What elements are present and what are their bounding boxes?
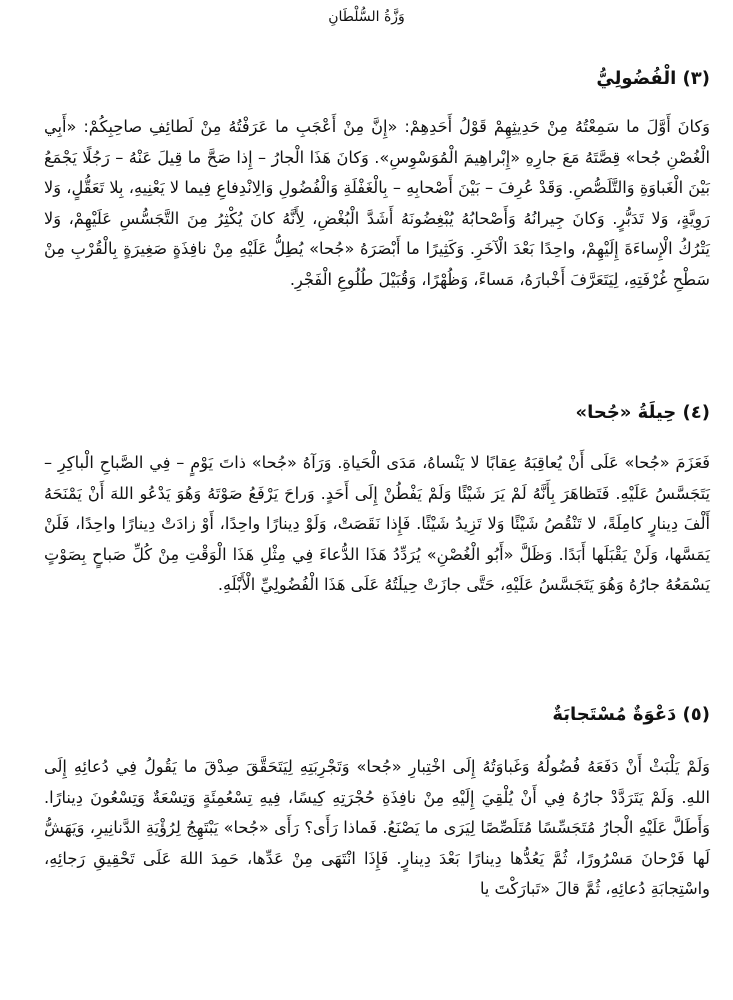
section-paragraph: فَعَزَمَ «جُحا» عَلَى أَنْ يُعاقِبَهُ عِقابًا لا يَنْساهُ، مَدَى الْحَياةِ. وَرَآهُ «جُحا» ذاتَ يَوْمٍ – فِي الصَّباحِ الْباكِرِ – يَتَجَسَّسُ عَلَيْهِ. فَتَظاهَرَ بِأَنَّهُ لَمْ يَرَ شَيْئًا وَلَمْ يَفْطُنْ إِلَى أَحَدٍ. وَراحَ يَرْفَعُ صَوْتَهُ وَهُوَ يَدْعُو اللهَ أَنْ يَمْنَحَهُ أَلْفَ دِينارٍ كامِلَةً، لا تَنْقُصُ شَيْئًا وَلا تَزِيدُ شَيْئًا. فَإِذا نَقَصَتْ، وَلَوْ دِينارًا واحِدًا، أَوْ زادَتْ دِينارًا واحِدًا، فَلَنْ يَمَسَّها، وَلَنْ يَقْبَلَها أَبَدًا. وَظَلَّ «أَبُو الْغُصْنِ» يُرَدِّدُ هَذَا الدُّعاءَ فِي مِثْلِ هَذَا الْوَقْتِ مِنْ كُلِّ صَباحٍ بِصَوْتٍ يَسْمَعُهُ جارُهُ وَهُوَ يَتَجَسَّسُ عَلَيْهِ، حَتَّى جازَتْ حِيلَتُهُ عَلَى هَذَا الْفُضُولِيِّ الْأَبْلَهِ. xyxy=(44,453,710,594)
running-header: وَزَّةُ السُّلْطَانِ xyxy=(328,9,405,25)
section-busybody xyxy=(44,64,710,295)
section-heading: (٣) الْفُضُولِيُّ xyxy=(596,68,710,89)
section-answered-prayer xyxy=(44,700,710,905)
section-heading: (٤) حِيلَةُ «جُحا» xyxy=(575,402,710,423)
section-paragraph: وَكانَ أَوَّلَ ما سَمِعْتُهُ مِنْ حَدِيثِهِمْ قَوْلُ أَحَدِهِمْ: «إِنَّ مِنْ أَعْجَبِ ما عَرَفْتُهُ مِنْ لَطائِفِ صاحِبِكُمْ: «أَبِي الْغُصْنِ جُحا» قِصَّتَهُ مَعَ جارِهِ «إِبْراهِيمَ الْمُوَسْوِسِ». وَكانَ هَذَا الْجارُ – إِذا صَحَّ ما قِيلَ عَنْهُ – رَجُلًا يَجْمَعُ بَيْنَ الْغَباوَةِ وَالتَّلَصُّصِ. وَقَدْ عُرِفَ – بَيْنَ أَصْحابِهِ – بِالْغَفْلَةِ وَالْفُضُولِ وَالِانْدِفاعِ فِيما لا يَعْنِيهِ، بِلا تَعَقُّلٍ، وَلا رَوِيَّةٍ، وَلا تَدَبُّرٍ. وَكانَ جِيرانُهُ وَأَصْحابُهُ يُبْغِضُونَهُ أَشَدَّ الْبُغْضِ، لِأَنَّهُ كانَ يُكْثِرُ مِنَ التَّجَسُّسِ عَلَيْهِمْ، وَلا يَتْرُكُ الْإِساءَةَ إِلَيْهِمْ، واحِدًا بَعْدَ الْآخَرِ. وَكَثِيرًا ما أَبْصَرَهُ «جُحا» يُطِلُّ عَلَيْهِ مِنْ نافِذَةٍ صَغِيرَةٍ بِالْقُرْبِ مِنْ سَطْحِ غُرْفَتِهِ، لِيَتَعَرَّفَ أَخْبارَهُ، مَساءً، وَظُهْرًا، وَقُبَيْلَ طُلُوعِ الْفَجْرِ. xyxy=(44,117,710,289)
section-paragraph: وَلَمْ يَلْبَثْ أَنْ دَفَعَهُ فُضُولُهُ وَغَباوَتُهُ إِلَى اخْتِبارِ «جُحا» وَتَجْرِبَتِهِ لِيَتَحَقَّقَ صِدْقَ ما يَقُولُ فِي دُعائِهِ إِلَى اللهِ. وَلَمْ يَتَرَدَّدْ جارُهُ فِي أَنْ يُلْقِيَ إِلَيْهِ مِنْ نافِذَةِ حُجْرَتِهِ كِيسًا، فِيهِ تِسْعُمِئَةٍ وَتِسْعَةٌ وَتِسْعُونَ دِينارًا. وَأَطَلَّ عَلَيْهِ الْجارُ مُتَجَسِّسًا مُتَلَصِّصًا لِيَرَى ما يَصْنَعُ. فَماذا رَأَى؟ رَأَى «جُحا» يَبْتَهِجُ لِرُؤْيَةِ الدَّنانِيرِ، وَيَهَشُّ لَها فَرْحانَ مَسْرُورًا، ثُمَّ يَعُدُّها دِينارًا بَعْدَ دِينارٍ. فَإِذَا انْتَهَى مِنْ عَدِّها، حَمِدَ اللهَ عَلَى تَحْقِيقِ رَجائِهِ، واسْتِجابَةِ دُعائِهِ، ثُمَّ قالَ «تَبارَكْتَ يا xyxy=(44,757,710,898)
section-heading: (٥) دَعْوَةٌ مُسْتَجابَةٌ xyxy=(552,704,710,725)
section-juhas-trick xyxy=(44,398,710,601)
